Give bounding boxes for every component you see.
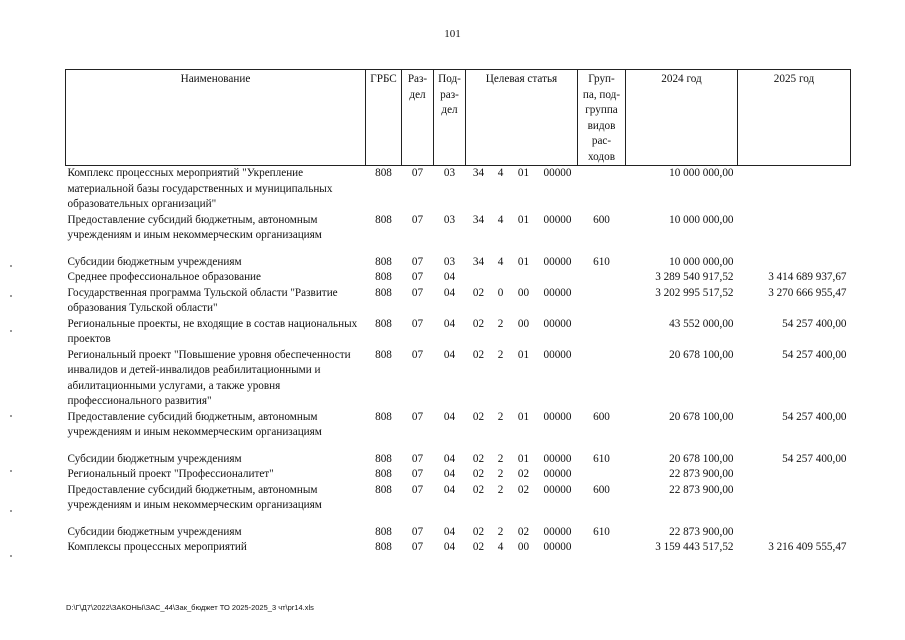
footer-file-path: D:\Г\Д7\2022\ЗАКОНЫ\ЗАС_44\Зак_бюджет ТО 2025-2025_3 чт\pr14.xls (66, 603, 314, 612)
cell-a1: 02 (472, 410, 485, 423)
cell-y2025: 54 257 400,00 (782, 317, 847, 330)
cell-a2: 2 (497, 317, 504, 330)
cell-a4: 00000 (543, 468, 572, 480)
cell-y2025: 54 257 400,00 (782, 348, 847, 361)
cell-grbs: 808 (375, 213, 392, 226)
cell-y2024: 3 159 443 517,52 (655, 541, 734, 553)
cell-y2025: 54 257 400,00 (782, 410, 847, 423)
cell-a2: 2 (497, 525, 504, 538)
cell-grbs: 808 (375, 271, 392, 283)
cell-a1: 02 (472, 317, 485, 330)
cell-grbs: 808 (375, 255, 392, 268)
cell-pr: 04 (443, 286, 456, 299)
cell-grbs: 808 (375, 541, 392, 553)
table-row (66, 255, 851, 271)
cell-a1: 02 (472, 348, 485, 361)
cell-a4: 00000 (543, 452, 572, 465)
cell-vr (578, 286, 626, 317)
table-row (66, 286, 851, 317)
cell-a4: 00000 (543, 255, 572, 268)
cell-a3: 02 (517, 525, 530, 538)
cell-grbs: 808 (375, 468, 392, 480)
cell-vr (578, 540, 626, 556)
cell-name: Комплекс процессных мероприятий "Укрепление материальной базы государственных и муниципальных образовательных организаций" (67, 167, 333, 210)
cell-y2024: 3 289 540 917,52 (655, 271, 734, 283)
cell-vr (578, 270, 626, 286)
cell-grbs: 808 (375, 167, 392, 179)
cell-rz: 07 (411, 317, 424, 330)
cell-rz: 07 (411, 255, 424, 268)
header-article: Целевая статья (466, 70, 578, 166)
cell-a3: 01 (517, 452, 530, 465)
table-row (66, 317, 851, 348)
cell-vr (578, 166, 626, 213)
cell-y2025: 3 414 689 937,67 (768, 271, 847, 283)
cell-rz: 07 (411, 271, 424, 283)
cell-grbs: 808 (375, 410, 392, 423)
cell-rz: 07 (411, 541, 424, 553)
cell-a4: 00000 (543, 541, 572, 553)
table-row (66, 525, 851, 541)
cell-y2025 (738, 467, 851, 483)
cell-vr: 610 (593, 452, 610, 465)
cell-a1: 02 (472, 483, 485, 496)
cell-y2025: 3 216 409 555,47 (768, 541, 847, 553)
cell-a4: 00000 (543, 213, 572, 226)
cell-y2025 (738, 255, 851, 271)
header-podrazdel: Под- раз- дел (434, 70, 466, 166)
cell-a1: 34 (472, 167, 485, 179)
cell-grbs: 808 (375, 525, 392, 538)
cell-a3 (510, 270, 538, 286)
cell-y2024: 22 873 900,00 (669, 483, 734, 496)
cell-grbs: 808 (375, 286, 392, 299)
cell-y2024: 20 678 100,00 (669, 348, 734, 361)
header-grbs: ГРБС (366, 70, 402, 166)
header-2024: 2024 год (626, 70, 738, 166)
cell-a4: 00000 (543, 410, 572, 423)
cell-a4: 00000 (543, 317, 572, 330)
cell-y2024: 22 873 900,00 (669, 525, 734, 538)
cell-pr: 04 (443, 410, 456, 423)
cell-y2025 (738, 483, 851, 525)
cell-y2024: 3 202 995 517,52 (655, 286, 734, 299)
cell-vr (578, 348, 626, 410)
cell-vr: 610 (593, 525, 610, 538)
cell-vr: 600 (593, 410, 610, 423)
cell-a3: 00 (517, 286, 530, 299)
cell-name: Государственная программа Тульской области "Развитие образования Тульской области" (67, 286, 338, 314)
cell-y2025 (738, 166, 851, 213)
cell-vr: 600 (593, 213, 610, 226)
cell-name: Субсидии бюджетным учреждениям (67, 255, 242, 268)
page-number: 101 (444, 28, 461, 40)
header-razdel: Раз- дел (402, 70, 434, 166)
cell-name: Комплексы процессных мероприятий (67, 541, 247, 553)
cell-a1: 34 (472, 213, 485, 226)
cell-pr: 04 (443, 483, 456, 496)
cell-a2: 4 (497, 255, 504, 268)
cell-a1: 34 (472, 255, 485, 268)
cell-pr: 04 (443, 541, 456, 553)
cell-y2024: 10 000 000,00 (669, 167, 734, 179)
cell-pr: 04 (443, 317, 456, 330)
cell-a4: 00000 (543, 483, 572, 496)
cell-a4 (538, 270, 578, 286)
header-name: Наименование (66, 70, 366, 166)
cell-a4: 00000 (543, 167, 572, 179)
cell-a3: 01 (517, 213, 530, 226)
cell-pr: 04 (443, 348, 456, 361)
cell-a3: 00 (517, 541, 530, 553)
cell-a1: 02 (472, 525, 485, 538)
cell-a2: 4 (497, 213, 504, 226)
cell-a2: 2 (497, 410, 504, 423)
cell-a2: 2 (497, 348, 504, 361)
cell-y2025: 54 257 400,00 (782, 452, 847, 465)
cell-grbs: 808 (375, 483, 392, 496)
cell-name: Предоставление субсидий бюджетным, автономным учреждениям и иным некоммерческим организациям (67, 213, 322, 241)
cell-rz: 07 (411, 410, 424, 423)
cell-y2024: 20 678 100,00 (669, 452, 734, 465)
cell-a3: 01 (517, 167, 530, 179)
cell-a3: 01 (517, 255, 530, 268)
cell-name: Среднее профессиональное образование (67, 271, 262, 283)
cell-pr: 03 (443, 255, 456, 268)
cell-vr (578, 467, 626, 483)
cell-a1: 02 (472, 452, 485, 465)
cell-y2025: 3 270 666 955,47 (768, 286, 847, 299)
cell-grbs: 808 (375, 452, 392, 465)
header-2025: 2025 год (738, 70, 851, 166)
cell-vr: 610 (593, 255, 610, 268)
table-row (66, 213, 851, 255)
table-row (66, 483, 851, 525)
cell-name: Региональные проекты, не входящие в состав национальных проектов (67, 317, 358, 345)
table-row (66, 540, 851, 556)
cell-rz: 07 (411, 213, 424, 226)
budget-table (65, 69, 851, 556)
cell-vr: 600 (593, 483, 610, 496)
table-row (66, 452, 851, 468)
cell-pr: 04 (443, 452, 456, 465)
table-row (66, 166, 851, 213)
cell-y2024: 43 552 000,00 (669, 317, 734, 330)
table-row (66, 467, 851, 483)
cell-a3: 00 (517, 317, 530, 330)
margin-marks (10, 255, 14, 595)
cell-rz: 07 (411, 452, 424, 465)
cell-name: Предоставление субсидий бюджетным, автономным учреждениям и иным некоммерческим организациям (67, 483, 322, 511)
cell-a3: 02 (517, 483, 530, 496)
cell-a2: 2 (497, 468, 504, 480)
table-row (66, 270, 851, 286)
cell-a3: 01 (517, 410, 530, 423)
cell-a2: 2 (497, 483, 504, 496)
cell-a2: 2 (497, 452, 504, 465)
cell-name: Субсидии бюджетным учреждениям (67, 452, 242, 465)
cell-y2024: 10 000 000,00 (669, 213, 734, 226)
cell-a4: 00000 (543, 286, 572, 299)
cell-pr: 03 (443, 167, 456, 179)
cell-pr: 03 (443, 213, 456, 226)
cell-a2 (492, 270, 510, 286)
table-header (66, 70, 851, 166)
cell-name: Субсидии бюджетным учреждениям (67, 525, 242, 538)
table-row (66, 410, 851, 452)
cell-rz: 07 (411, 468, 424, 480)
cell-y2025 (738, 525, 851, 541)
cell-a2: 4 (497, 541, 504, 553)
cell-name: Региональный проект "Профессионалитет" (67, 468, 274, 480)
cell-rz: 07 (411, 167, 424, 179)
cell-y2024: 22 873 900,00 (669, 468, 734, 480)
cell-vr (578, 317, 626, 348)
cell-a4: 00000 (543, 348, 572, 361)
cell-a1: 02 (472, 286, 485, 299)
table-row (66, 348, 851, 410)
cell-name: Региональный проект "Повышение уровня обеспеченности инвалидов и детей-инвалидов реабилитационными и абилитационными услугами, а также уровня профессионального развития" (67, 348, 351, 407)
cell-pr: 04 (443, 525, 456, 538)
cell-a1 (466, 270, 492, 286)
cell-grbs: 808 (375, 317, 392, 330)
cell-a1: 02 (472, 541, 485, 553)
cell-grbs: 808 (375, 348, 392, 361)
cell-pr: 04 (443, 468, 456, 480)
cell-name: Предоставление субсидий бюджетным, автономным учреждениям и иным некоммерческим организациям (67, 410, 322, 438)
cell-y2024: 20 678 100,00 (669, 410, 734, 423)
cell-a2: 0 (497, 286, 504, 299)
cell-a4: 00000 (543, 525, 572, 538)
cell-rz: 07 (411, 286, 424, 299)
cell-a1: 02 (472, 468, 485, 480)
cell-a3: 01 (517, 348, 530, 361)
cell-y2025 (738, 213, 851, 255)
cell-a2: 4 (497, 167, 504, 179)
cell-y2024: 10 000 000,00 (669, 255, 734, 268)
cell-a3: 02 (517, 468, 530, 480)
header-vid: Груп- па, под- группа видов рас- ходов (578, 70, 626, 166)
cell-rz: 07 (411, 483, 424, 496)
cell-rz: 07 (411, 348, 424, 361)
cell-pr: 04 (443, 271, 456, 283)
cell-rz: 07 (411, 525, 424, 538)
